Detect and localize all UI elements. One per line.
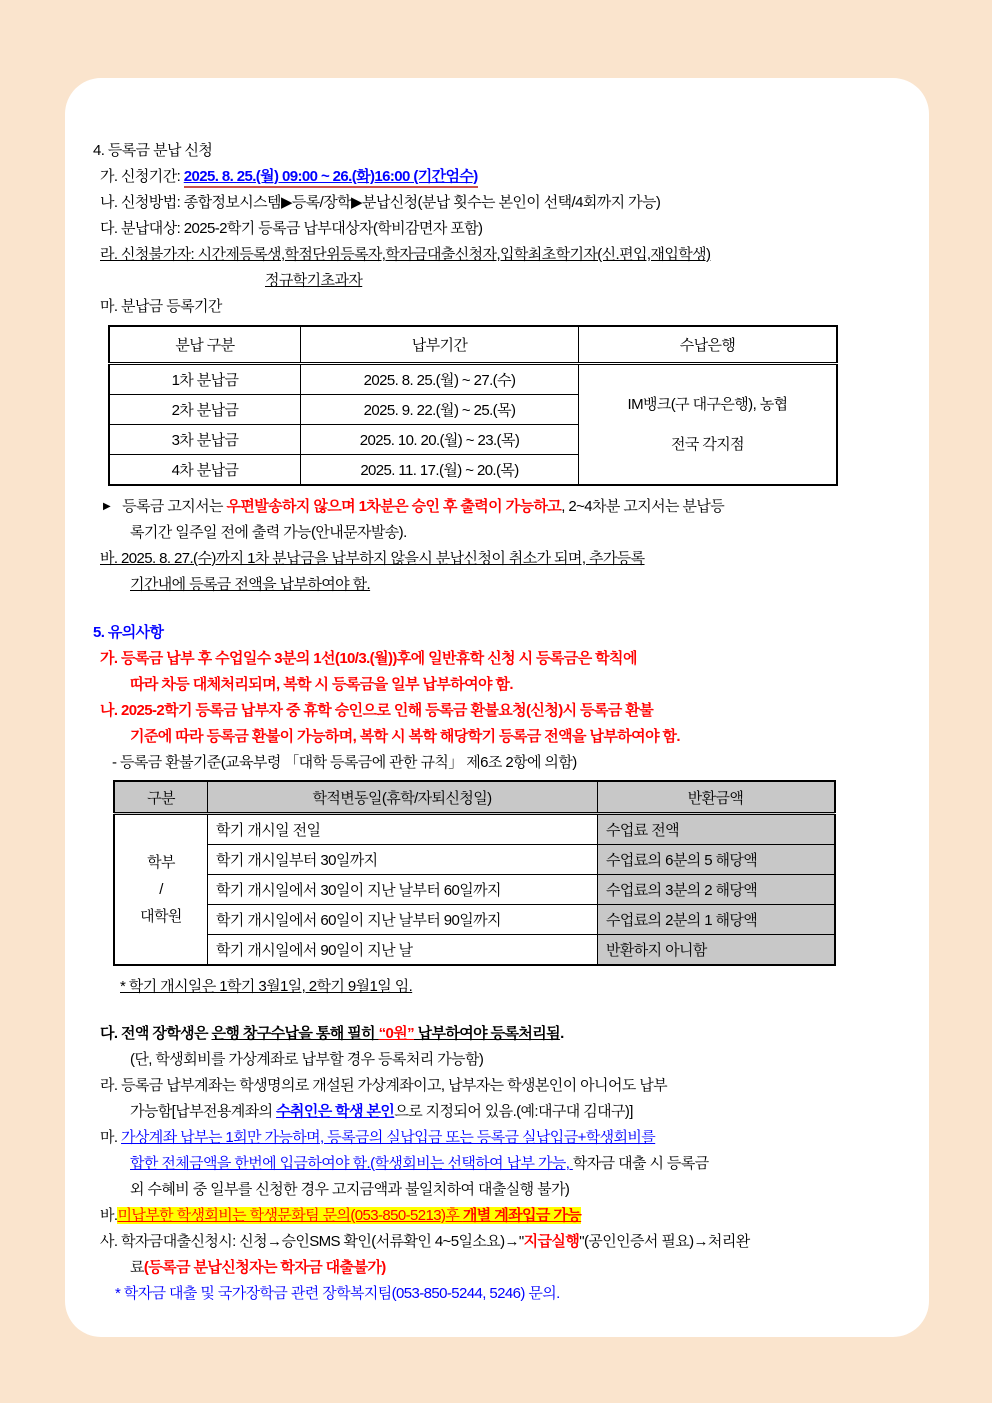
col-header-period: 납부기간 <box>301 326 579 364</box>
cell-division: 4차 분납금 <box>109 455 301 486</box>
cell-change-date: 학기 개시일 전일 <box>208 814 598 845</box>
table-row <box>114 814 835 845</box>
ma-blue1: 가상계좌 납부는 1회만 가능하며, 등록금의 실납입금 또는 등록금 실납입금+학생회비를 <box>121 1129 656 1146</box>
section5-item-ma-line1 <box>100 1125 903 1151</box>
da-underline2: 납부하여야 등록처리됨 <box>414 1025 561 1042</box>
group-line: / <box>159 881 163 898</box>
ra2-payee: 수취인은 학생 본인 <box>276 1103 395 1120</box>
cell-period: 2025. 8. 25.(월) ~ 27.(수) <box>301 364 579 395</box>
section5-item-da-line2: (단, 학생회비를 가상계좌로 납부할 경우 등록처리 가능함) <box>130 1051 484 1068</box>
ma-label: 마. <box>100 1129 122 1146</box>
installment-schedule-table <box>108 325 838 486</box>
cell-change-date: 학기 개시일에서 90일이 지난 날 <box>208 935 598 966</box>
da-zero-won: “0원” <box>378 1025 415 1042</box>
application-period-value: 2025. 8. 25.(월) 09:00 ~ 26.(화)16:00 (기간엄수) <box>184 168 478 188</box>
ra2-post: 으로 지정되어 있음.(예:대구대 김대구)] <box>394 1103 633 1120</box>
sa-execution: 지급실행 <box>523 1233 580 1250</box>
col-header-bank: 수납은행 <box>579 326 838 364</box>
cell-change-date: 학기 개시일부터 30일까지 <box>208 845 598 875</box>
section5-item-na-line1: 나. 2025-2학기 등록금 납부자 중 휴학 승인으로 인해 등록금 환불요청(신청)시 등록금 환불 <box>100 702 654 719</box>
col-header-change-date: 학적변동일(휴학/자퇴신청일) <box>208 781 598 814</box>
bill-notice-line1 <box>103 494 903 520</box>
cell-refund: 수업료 전액 <box>598 814 836 845</box>
bill-notice-line2: 록기간 일주일 전에 출력 가능(안내문자발송). <box>130 524 407 541</box>
ba-highlight-bold: 개별 계좌입금 가능 <box>462 1207 582 1224</box>
cell-refund: 반환하지 아니함 <box>598 935 836 966</box>
section5-item-ba <box>100 1203 903 1229</box>
cell-bank <box>579 364 838 486</box>
table-row <box>114 905 835 935</box>
section4-item-ma: 마. 분납금 등록기간 <box>100 298 222 315</box>
cell-period: 2025. 9. 22.(월) ~ 25.(목) <box>301 395 579 425</box>
da-pre: 다. 전액 장학생은 <box>100 1025 212 1042</box>
document-card <box>65 78 929 1337</box>
section5-item-ra-line2 <box>130 1099 903 1125</box>
document-content <box>65 78 929 1307</box>
refund-standard-table <box>113 780 836 966</box>
table-row <box>114 935 835 966</box>
section4-item-ra2: 정규학기초과자 <box>265 272 363 289</box>
cell-division: 1차 분납금 <box>109 364 301 395</box>
section5-item-ra-line1: 라. 등록금 납부계좌는 학생명의로 개설된 가상계좌이고, 납부자는 학생본인이 아니어도 납부 <box>100 1077 668 1094</box>
semester-start-note: * 학기 개시일은 1학기 3월1일, 2학기 9월1일 임. <box>120 978 413 995</box>
section5-item-sa-line1 <box>100 1229 903 1255</box>
cell-period: 2025. 11. 17.(월) ~ 20.(목) <box>301 455 579 486</box>
sa2-black: 료 <box>130 1259 144 1276</box>
ma-black2: 학자금 대출 시 등록금 <box>572 1155 709 1172</box>
cell-refund: 수업료의 2분의 1 해당액 <box>598 905 836 935</box>
section5-item-ma-line3: 외 수혜비 중 일부를 신청한 경우 고지금액과 불일치하여 대출실행 불가) <box>130 1181 570 1198</box>
da-period: . <box>560 1025 564 1042</box>
bill-notice-post: , 2~4차분 고지서는 분납등 <box>561 498 725 515</box>
section5-item-da-line1 <box>100 1021 903 1047</box>
ba-highlight <box>117 1207 581 1224</box>
triangle-bullet-icon: ▶ <box>103 501 111 512</box>
section5-item-sa-line2 <box>130 1255 903 1281</box>
ra2-pre: 가능함[납부전용계좌의 <box>130 1103 277 1120</box>
loan-contact-note: * 학자금 대출 및 국가장학금 관련 장학복지팀(053-850-5244, 5246) 문의. <box>115 1285 560 1302</box>
cell-change-date: 학기 개시일에서 60일이 지난 날부터 90일까지 <box>208 905 598 935</box>
sa-pre: 사. 학자금대출신청시: 신청→승인SMS 확인(서류확인 4~5일소요)→" <box>100 1233 524 1250</box>
da-underline1: 은행 창구수납을 통해 필히 <box>211 1025 379 1042</box>
cancel-notice-line2: 기간내에 등록금 전액을 납부하여야 함. <box>130 576 371 593</box>
table-row <box>114 875 835 905</box>
section4-item-da: 다. 분납대상: 2025-2학기 등록금 납부대상자(학비감면자 포함) <box>100 220 483 237</box>
group-line: 학부 <box>147 854 175 871</box>
section5-title: 5. 유의사항 <box>93 624 164 641</box>
refund-standard-line: - 등록금 환불기준(교육부령 「대학 등록금에 관한 규칙」 제6조 2항에 의함) <box>112 754 577 771</box>
table-row <box>114 845 835 875</box>
cell-refund: 수업료의 3분의 2 해당액 <box>598 875 836 905</box>
col-header-group: 구분 <box>114 781 208 814</box>
bank-line2: 전국 각지점 <box>670 436 745 453</box>
cancel-notice-line1: 바. 2025. 8. 27.(수)까지 1차 분납금을 납부하지 않을시 분납신청이 취소가 되며, 추가등록 <box>100 550 645 567</box>
section5-item-ga-line2: 따라 차등 대체처리되며, 복학 시 등록금을 일부 납부하여야 함. <box>130 676 513 693</box>
cell-group <box>114 814 208 966</box>
section5-item-na-line2: 기준에 따라 등록금 환불이 가능하며, 복학 시 복학 해당학기 등록금 전액을 납부하여야 함. <box>130 728 680 745</box>
bill-notice-red: 우편발송하지 않으며 1차분은 승인 후 출력이 가능하고 <box>226 498 562 515</box>
col-header-division: 분납 구분 <box>109 326 301 364</box>
col-header-refund: 반환금액 <box>598 781 836 814</box>
section4-item-ra: 라. 신청불가자: 시간제등록생,학점단위등록자,학자금대출신청자,입학최초학기자(신.편입,재입학생) <box>100 246 711 263</box>
cell-period: 2025. 10. 20.(월) ~ 23.(목) <box>301 425 579 455</box>
table-row <box>109 364 837 395</box>
table-header-row <box>114 781 835 814</box>
section4-item-ga <box>100 164 903 190</box>
cell-division: 2차 분납금 <box>109 395 301 425</box>
cell-change-date: 학기 개시일에서 30일이 지난 날부터 60일까지 <box>208 875 598 905</box>
bank-line1: IM뱅크(구 대구은행), 농협 <box>627 396 788 413</box>
table-header-row <box>109 326 837 364</box>
group-line: 대학원 <box>140 908 182 925</box>
section4-title: 4. 등록금 분납 신청 <box>93 142 213 159</box>
cell-refund: 수업료의 6분의 5 해당액 <box>598 845 836 875</box>
sa-post: "(공인인증서 필요)→처리완 <box>579 1233 750 1250</box>
cell-division: 3차 분납금 <box>109 425 301 455</box>
ba-label: 바. <box>100 1207 118 1224</box>
section5-item-ga-line1: 가. 등록금 납부 후 수업일수 3분의 1선(10/3.(월))후에 일반휴학 신청 시 등록금은 학칙에 <box>100 650 637 667</box>
ma-blue2: 합한 전체금액을 한번에 입금하여야 함.(학생회비는 선택하여 납부 가능, <box>130 1155 573 1172</box>
ba-highlight-normal: 미납부한 학생회비는 학생문화팀 문의(053-850-5213)후 <box>117 1207 463 1224</box>
ga-label: 가. 신청기간: <box>100 168 184 185</box>
section5-item-ma-line2 <box>130 1151 903 1177</box>
bill-notice-pre: 등록금 고지서는 <box>122 498 227 515</box>
sa2-red: (등록금 분납신청자는 학자금 대출불가) <box>143 1259 386 1276</box>
section4-item-na: 나. 신청방법: 종합정보시스템▶등록/장학▶분납신청(분납 횟수는 본인이 선택/4회까지 가능) <box>100 194 661 211</box>
